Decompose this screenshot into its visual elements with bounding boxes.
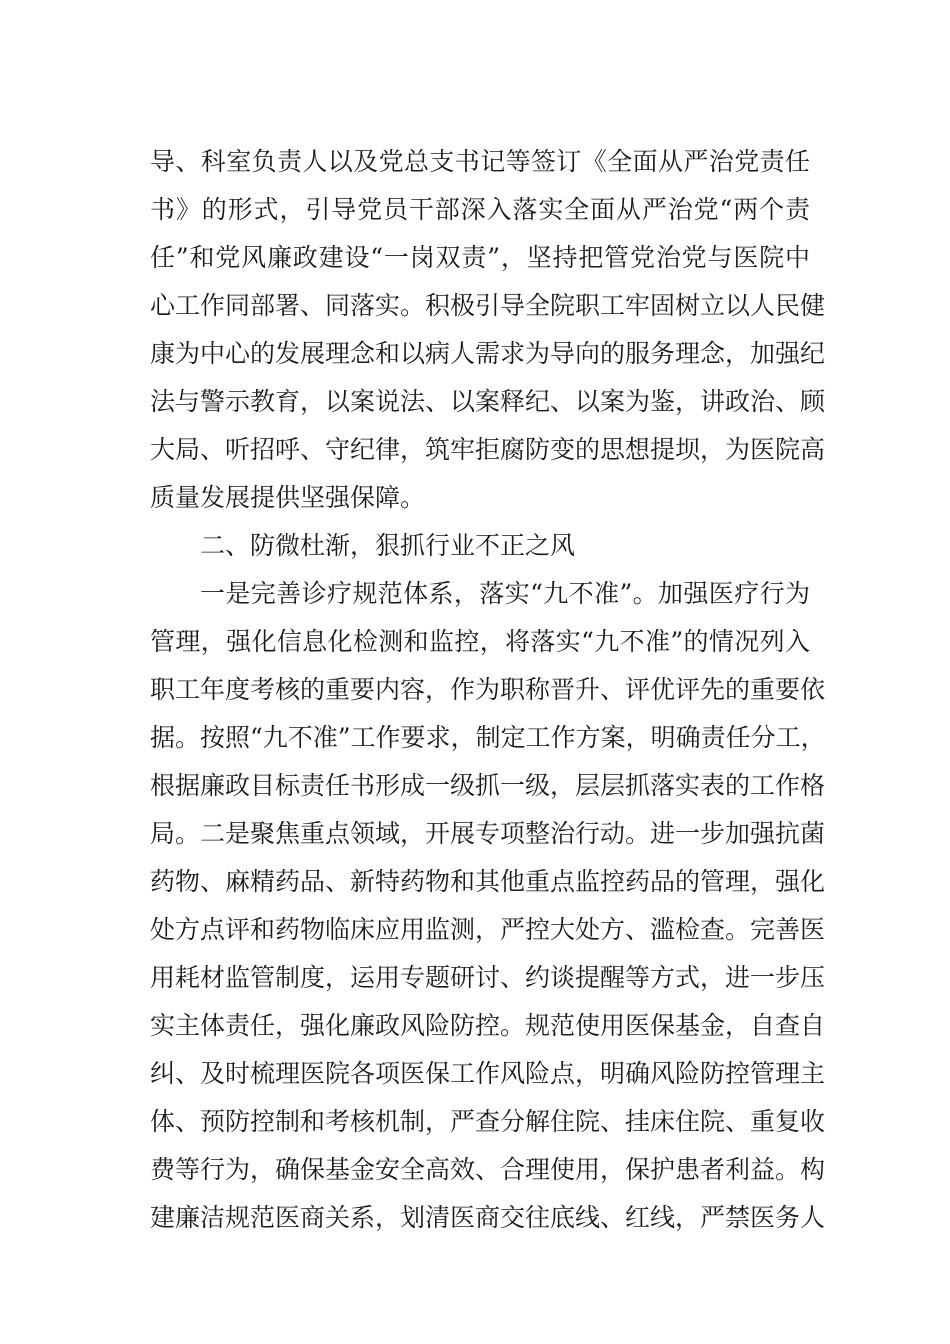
paragraph-line: 建廉洁规范医商关系，划清医商交往底线、红线，严禁医务人	[150, 1203, 826, 1232]
paragraph-line: 处方点评和药物临床应用监测，严控大处方、滥检查。完善医	[150, 915, 826, 944]
paragraph-line: 一是完善诊疗规范体系，落实“九不准”。加强医疗行为	[200, 579, 810, 608]
paragraph-line: 药物、麻精药品、新特药物和其他重点监控药品的管理，强化	[150, 867, 826, 896]
paragraph-line: 书》的形式，引导党员干部深入落实全面从严治党“两个责	[150, 195, 810, 224]
paragraph-line: 质量发展提供坚强保障。	[150, 483, 426, 512]
paragraph-line: 实主体责任，强化廉政风险防控。规范使用医保基金，自查自	[150, 1011, 826, 1040]
paragraph-line: 局。二是聚焦重点领域，开展专项整治行动。进一步加强抗菌	[150, 819, 826, 848]
paragraph-line: 据。按照“九不准”工作要求，制定工作方案，明确责任分工，	[150, 723, 826, 752]
paragraph-line: 纠、及时梳理医院各项医保工作风险点，明确风险防控管理主	[150, 1059, 826, 1088]
paragraph-line: 职工年度考核的重要内容，作为职称晋升、评优评先的重要依	[150, 675, 826, 704]
section-heading: 二、防微杜渐，狠抓行业不正之风	[200, 531, 576, 560]
paragraph-line: 根据廉政目标责任书形成一级抓一级，层层抓落实表的工作格	[150, 771, 826, 800]
paragraph-line: 用耗材监管制度，运用专题研讨、约谈提醒等方式，进一步压	[150, 963, 826, 992]
paragraph-line: 任”和党风廉政建设“一岗双责”，坚持把管党治党与医院中	[150, 243, 810, 272]
paragraph-line: 体、预防控制和考核机制，严查分解住院、挂床住院、重复收	[150, 1107, 826, 1136]
paragraph-line: 大局、听招呼、守纪律，筑牢拒腐防变的思想提坝，为医院高	[150, 435, 826, 464]
paragraph-line: 管理，强化信息化检测和监控，将落实“九不准”的情况列入	[150, 627, 810, 656]
paragraph-line: 心工作同部署、同落实。积极引导全院职工牢固树立以人民健	[150, 291, 826, 320]
paragraph-line: 费等行为，确保基金安全高效、合理使用，保护患者利益。构	[150, 1155, 826, 1184]
paragraph-line: 导、科室负责人以及党总支书记等签订《全面从严治党责任	[150, 147, 810, 176]
paragraph-line: 法与警示教育，以案说法、以案释纪、以案为鉴，讲政治、顾	[150, 387, 826, 416]
paragraph-line: 康为中心的发展理念和以病人需求为导向的服务理念，加强纪	[150, 339, 826, 368]
